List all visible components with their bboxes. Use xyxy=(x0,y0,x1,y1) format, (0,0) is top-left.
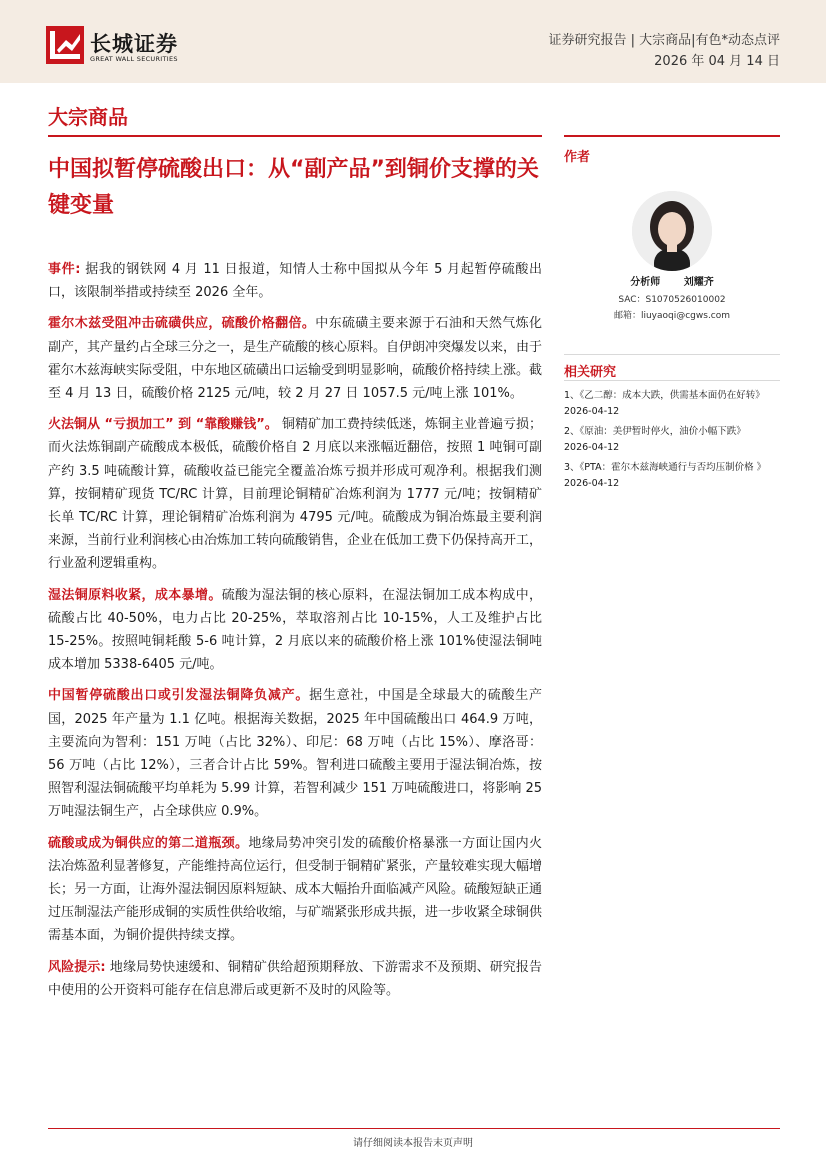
logo-chinese-name: 长城证券 xyxy=(90,32,178,56)
paragraph-lead: 事件: xyxy=(48,262,81,277)
paragraph-risk xyxy=(48,956,542,1002)
page-title: 中国拟暂停硫酸出口：从“副产品”到铜价支撑的关键变量 xyxy=(48,157,539,218)
footer-disclaimer: 请仔细阅读本报告末页声明 xyxy=(353,1138,473,1149)
header-meta xyxy=(548,30,780,72)
paragraph-lead: 火法铜从 “亏损加工” 到 “靠酸赚钱”。 xyxy=(48,417,278,433)
analyst-email: 邮箱：liuyaoqi@cgws.com xyxy=(613,311,731,321)
section-title: 大宗商品 xyxy=(48,105,128,129)
related-item-title[interactable]: 2、《原油：美伊暂时停火，油价小幅下跌》 xyxy=(564,426,746,437)
analyst-info xyxy=(564,273,780,288)
logo-mark-icon xyxy=(46,26,84,64)
related-item-title[interactable]: 1、《乙二醇：成本大跌，供需基本面仍在好转》 xyxy=(564,390,765,401)
paragraph-lead: 中国暂停硫酸出口或引发湿法铜降负减产。 xyxy=(48,688,310,704)
paragraph-text: 铜精矿加工费持续低迷，炼铜主业普遍亏损；而火法炼铜副产硫酸成本极低，硫酸价格自 2 月底以来涨幅近翻倍，按照 1 吨铜可副产约 3.5 吨硫酸计算，硫酸收益已能完全覆盖冶炼亏损并形成可观净利。根据我们测算，按铜精矿现货 TC/RC 计算，目前理论铜精矿冶炼利润为 1777 元/吨；按铜精矿长单 TC/RC 计算，理论铜精矿冶炼利润为 4795 元/吨。硫酸成为铜冶炼最主要利润来源，当前行业利润核心由冶炼加工转向硫酸销售，企业在低加工费下仍保持高开工，行业盈利逻辑重构。 xyxy=(48,417,543,572)
related-research-list xyxy=(564,388,784,496)
related-research-heading: 相关研究 xyxy=(564,365,617,380)
analyst-role: 分析师 xyxy=(630,277,661,288)
sidebar-rule xyxy=(564,354,780,355)
related-item-date: 2026-04-12 xyxy=(564,478,620,489)
paragraph-hormuz xyxy=(48,312,542,405)
analyst-sac: SAC：S1070526010002 xyxy=(618,295,726,305)
analyst-avatar xyxy=(632,191,712,271)
related-item[interactable] xyxy=(564,460,784,492)
company-logo xyxy=(46,26,206,66)
paragraph-text: 据我的钢铁网 4 月 11 日报道，知情人士称中国拟从今年 5 月起暂停硫酸出口，该限制举措或持续至 2026 全年。 xyxy=(48,262,542,301)
logo-english-name: GREAT WALL SECURITIES xyxy=(90,55,178,63)
paragraph-lead: 硫酸或成为铜供应的第二道瓶颈。 xyxy=(48,835,249,851)
analyst-name: 刘耀齐 xyxy=(683,277,714,288)
paragraph-text: 中东硫磺主要来源于石油和天然气炼化副产，其产量约占全球三分之一，是生产硫酸的核心原料。自伊朗冲突爆发以来，由于霍尔木兹海峡实际受阻，中东地区硫磺出口运输受到明显影响，硫酸价格持续上涨。截至 4 月 13 日，硫酸价格 2125 元/吨，较 2 月 27 日 1057.5 元/吨上涨 101%。 xyxy=(48,316,543,402)
report-type: 证券研究报告 | 大宗商品|有色*动态点评 xyxy=(548,33,780,48)
paragraph-event xyxy=(48,258,542,304)
related-item[interactable] xyxy=(564,388,784,420)
paragraph-bottleneck xyxy=(48,832,542,948)
paragraph-hydromet xyxy=(48,584,542,677)
report-date: 2026 年 04 月 14 日 xyxy=(654,54,780,69)
paragraph-text: 据生意社，中国是全球最大的硫酸生产国，2025 年产量为 1.1 亿吨。根据海关数据，2025 年中国硫酸出口 464.9 万吨，主要流向为智利：151 万吨（占比 32%）、印尼：68 万吨（占比 15%）、摩洛哥：56 万吨（占比 12%），三者合计占比 59%。智利进口硫酸主要用于湿法铜冶炼，按照智利湿法铜硫酸平均单耗为 5.99 计算，若智利减少 151 万吨硫酸进口，将影响 25 万吨湿法铜生产，占全球供应 0.9%。 xyxy=(48,688,542,820)
paragraph-text: 硫酸为湿法铜的核心原料，在湿法铜加工成本构成中，硫酸占比 40-50%，电力占比 20-25%，萃取溶剂占比 10-15%，人工及维护占比 15-25%。按照吨铜耗酸 5-6 吨计算，2 月底以来的硫酸价格上涨 101%使湿法铜吨成本增加 5338-6405 元/吨。 xyxy=(48,587,542,673)
sidebar-divider xyxy=(564,135,780,137)
paragraph-lead: 霍尔木兹受阻冲击硫磺供应，硫酸价格翻倍。 xyxy=(48,316,316,332)
paragraph-lead: 湿法铜原料收紧，成本暴增。 xyxy=(48,587,222,603)
title-divider xyxy=(48,135,542,137)
paragraph-text: 地缘局势冲突引发的硫酸价格暴涨一方面让国内火法冶炼盈利显著修复，产能维持高位运行，但受制于铜精矿紧张，产量较难实现大幅增长；另一方面，让海外湿法铜因原料短缺、成本大幅抬升面临减产风险。硫酸短缺正通过压制湿法产能形成铜的实质性供给收缩，与矿端紧张形成共振，进一步收紧全球铜供需基本面，为铜价提供持续支撑。 xyxy=(48,835,543,944)
sidebar-rule xyxy=(564,380,780,381)
related-item-title[interactable]: 3、《PTA：霍尔木兹海峡通行与否均压制价格 》 xyxy=(564,462,767,473)
author-heading: 作者 xyxy=(564,150,591,165)
paragraph-lead: 风险提示: xyxy=(48,959,106,975)
related-item-date: 2026-04-12 xyxy=(564,442,620,453)
paragraph-export-ban xyxy=(48,684,542,823)
analyst-photo-icon xyxy=(632,191,712,271)
paragraph-smelting xyxy=(48,413,542,575)
article-body xyxy=(48,258,542,1010)
footer-rule xyxy=(48,1128,780,1129)
paragraph-text: 地缘局势快速缓和、铜精矿供给超预期释放、下游需求不及预期、研究报告中使用的公开资料可能存在信息滞后或更新不及时的风险等。 xyxy=(48,959,543,998)
related-item[interactable] xyxy=(564,424,784,456)
related-item-date: 2026-04-12 xyxy=(564,406,620,417)
